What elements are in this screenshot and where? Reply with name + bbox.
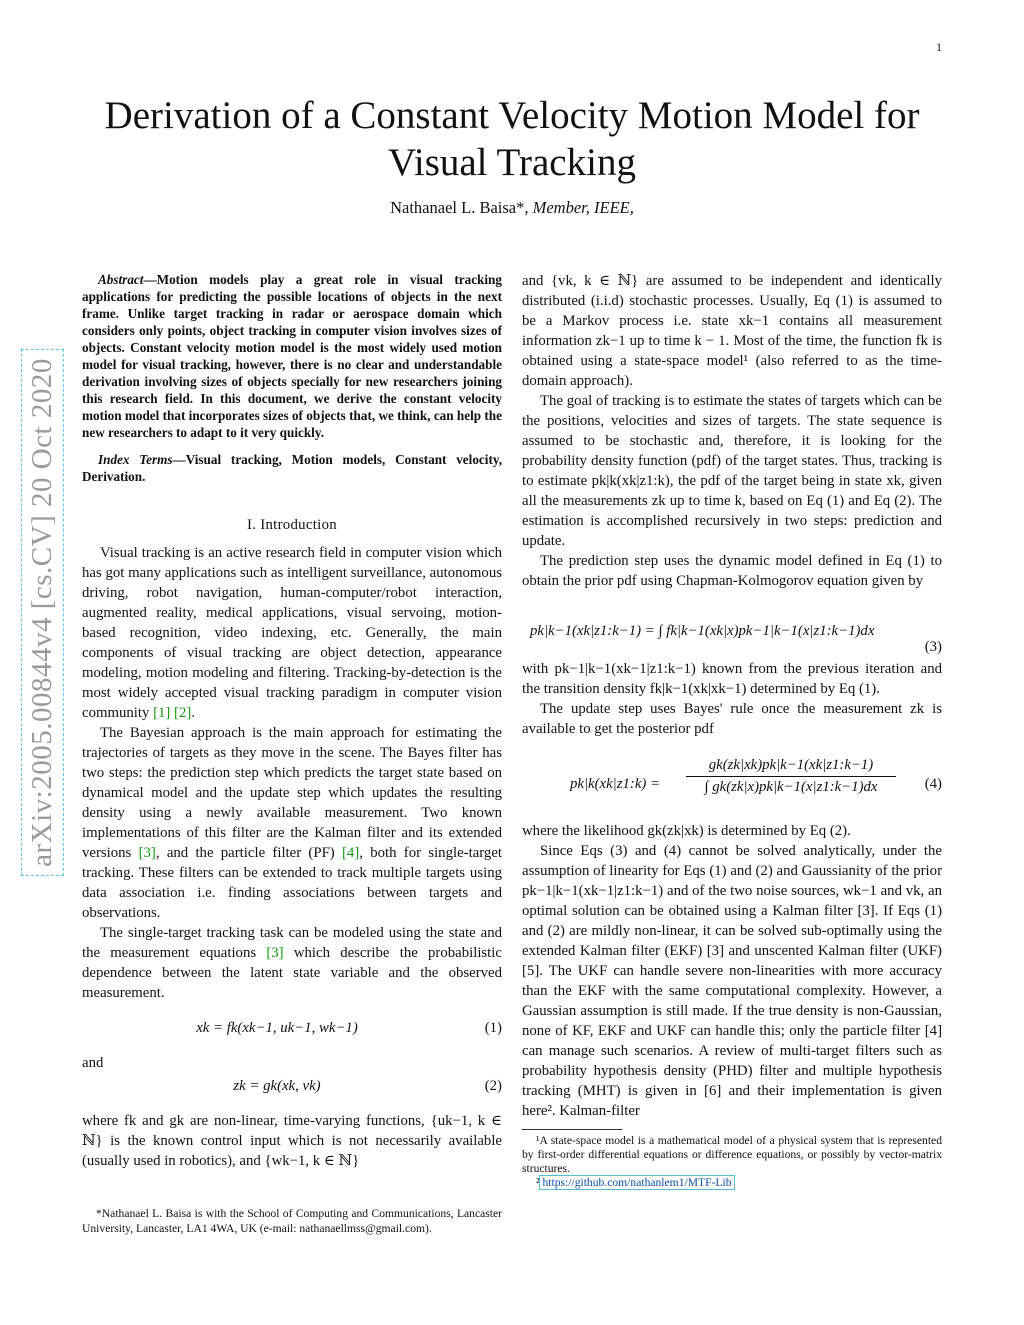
equation-1 [82, 1017, 502, 1039]
citation-link[interactable]: [3] [138, 845, 156, 861]
arxiv-stamp [18, 318, 66, 906]
equation-1-body: xk = fk(xk−1, uk−1, wk−1) [196, 1020, 358, 1036]
right-paragraph-5: The update step uses Bayes' rule once the measurement zk is available to get the posterior pdf [522, 701, 942, 737]
equation-4-number: (4) [924, 776, 942, 792]
footnote-divider [522, 1129, 622, 1130]
author-footnote: *Nathanael L. Baisa is with the School of Computing and Communications, Lancaster University, Lancaster, LA1 4WA, UK (e-mail: nathanaellmss@gmail.com). [82, 1207, 502, 1235]
equation-4-denominator: ∫ gk(zk|x)pk|k−1(x|z1:k−1)dx [704, 779, 878, 795]
equation-4 [522, 755, 942, 813]
index-terms-label: Index Terms [98, 452, 173, 467]
equation-1-number: (1) [484, 1020, 502, 1036]
abstract [82, 271, 502, 441]
left-column [82, 271, 502, 1171]
page-number: 1 [936, 40, 942, 54]
right-column [522, 271, 942, 1190]
equation-3-body: pk|k−1(xk|z1:k−1) = ∫ fk|k−1(xk|x)pk−1|k−1(x|z1:k−1)dx [530, 623, 875, 639]
citation-link[interactable]: [4] [342, 845, 360, 861]
citation-link[interactable]: [3] [266, 945, 284, 961]
equation-4-lhs: pk|k(xk|z1:k) = [570, 776, 660, 792]
equation-4-fraction [686, 755, 896, 797]
author-membership: Member, IEEE, [528, 198, 634, 217]
index-terms-text: —Visual tracking, Motion models, Constant velocity, Derivation. [82, 452, 502, 484]
equation-2-body: zk = gk(xk, vk) [233, 1078, 321, 1094]
arxiv-identifier[interactable]: arXiv:2005.00844v4 [cs.CV] 20 Oct 2020 [21, 349, 64, 876]
right-paragraph-1: and {vk, k ∈ ℕ} are assumed to be independent and identically distributed (i.i.d) stochastic processes. Usually, Eq (1) is assumed to be a Markov process i.e. state xk−1 contains all measurement information zk−1 up to time k − 1. Most of the time, the function fk is obtained using a state-space model¹ (also referred to as the time-domain approach). [522, 273, 942, 389]
right-paragraph-6: where the likelihood gk(zk|xk) is determined by Eq (2). [522, 823, 851, 839]
section-heading-introduction: I. Introduction [247, 517, 337, 533]
abstract-label: Abstract [98, 272, 144, 287]
equation-2 [82, 1075, 502, 1097]
right-paragraph-3: The prediction step uses the dynamic model defined in Eq (1) to obtain the prior pdf using Chapman-Kolmogorov equation given by [522, 553, 942, 589]
footnote-2: ² https://github.com/nathanlem1/MTF-Lib [522, 1176, 942, 1190]
intro-paragraph-2: The Bayesian approach is the main approach for estimating the trajectories of targets as they move in the scene. The Bayes filter has two steps: the prediction step which predicts the target state based on dynamical model and the update step which updates the resulting density using a newly available measurement. Two known implementations of this filter are the Kalman filter and its extended versions [3], and the particle filter (PF) [4], both for single-target tracking. These filters can be extended to track multiple targets using data association i.e. finding associations between targets and observations. [82, 725, 502, 921]
index-terms [82, 451, 502, 485]
right-paragraph-4: with pk−1|k−1(xk−1|z1:k−1) known from the previous iteration and the transition density fk|k−1(xk|xk−1) determined by Eq (1). [522, 661, 942, 697]
right-paragraph-2: The goal of tracking is to estimate the states of targets which can be the positions, velocities and sizes of targets. The state sequence is assumed to be stochastic and, therefore, it is looking for the probability density function (pdf) of the target states. Thus, tracking is to estimate pk|k(xk|z1:k), the pdf of the target being in state xk, given all the measurements zk up to time k, based on Eq (1) and Eq (2). The estimation is accomplished recursively in two steps: prediction and update. [522, 393, 942, 549]
intro-paragraph-1: Visual tracking is an active research field in computer vision which has got many applications such as intelligent surveillance, autonomous driving, robot navigation, human-computer/robot interaction, augmented reality, medical applications, visual servoing, motion-based recognition, video indexing, etc. Generally, the main components of visual tracking are object detection, appearance modeling, motion modeling and filtering. Tracking-by-detection is the most widely accepted visual tracking paradigm in computer vision community [1] [2]. [82, 545, 502, 721]
github-link[interactable]: https://github.com/nathanlem1/MTF-Lib [539, 1175, 734, 1190]
right-paragraph-7: Since Eqs (3) and (4) cannot be solved analytically, under the assumption of linearity for Eqs (1) and (2) and Gaussianity of the prior pk−1|k−1(xk−1|z1:k−1) and of the two noise sources, wk−1 and vk, an optimal solution can be obtained using a Kalman filter [3]. If Eqs (1) and (2) are mildly non-linear, it can be solved sub-optimally using the extended Kalman filter (EKF) [3] and unscented Kalman filter (UKF) [5]. The UKF can handle severe non-linearities with more accuracy than the EKF with the same computational complexity. However, a Gaussian assumption is still made. If the true density is non-Gaussian, none of KF, EKF and UKF can handle this; only the particle filter [4] can manage such scenarios. A review of multi-target filters such as probability hypothesis density (PHD) filter and multiple hypothesis tracking (MHT) is given in [6] and their implementation is given here². Kalman-filter [522, 843, 942, 1119]
equation-3 [522, 609, 942, 655]
author-name: Nathanael L. Baisa*, [390, 198, 529, 217]
citation-link[interactable]: [1] [2] [149, 705, 192, 721]
equation-4-numerator: gk(zk|xk)pk|k−1(xk|z1:k−1) [686, 755, 896, 777]
footnote-1: ¹A state-space model is a mathematical model of a physical system that is represented by first-order differential equations or difference equations, or possibly by vector-matrix structures. [522, 1134, 942, 1175]
intro-paragraph-3: The single-target tracking task can be modeled using the state and the measurement equations [3] which describe the probabilistic dependence between the latent state variable and the observed measurement. [82, 925, 502, 1001]
intro-paragraph-4: where fk and gk are non-linear, time-varying functions, {uk−1, k ∈ ℕ} is the known control input which is not necessarily available (usually used in robotics), and {wk−1, k ∈ ℕ} [82, 1113, 502, 1169]
and-word: and [82, 1055, 104, 1071]
equation-3-number: (3) [924, 639, 942, 655]
equation-2-number: (2) [484, 1078, 502, 1094]
paper-title: Derivation of a Constant Velocity Motion Model for Visual Tracking [104, 94, 920, 184]
abstract-text: —Motion models play a great role in visual tracking applications for predicting the possible locations of objects in the next frame. Unlike target tracking in radar or aerospace domain which considers only points, object tracking in computer vision involves sizes of objects. Constant velocity motion model is the most widely used motion model for visual tracking, however, there is no clear and understandable derivation involving sizes of objects specially for new researchers joining this research field. In this document, we derive the constant velocity motion model that incorporates sizes of objects that, we think, can help the new researchers to adapt to it very quickly. [82, 272, 502, 440]
author-line [60, 198, 964, 218]
